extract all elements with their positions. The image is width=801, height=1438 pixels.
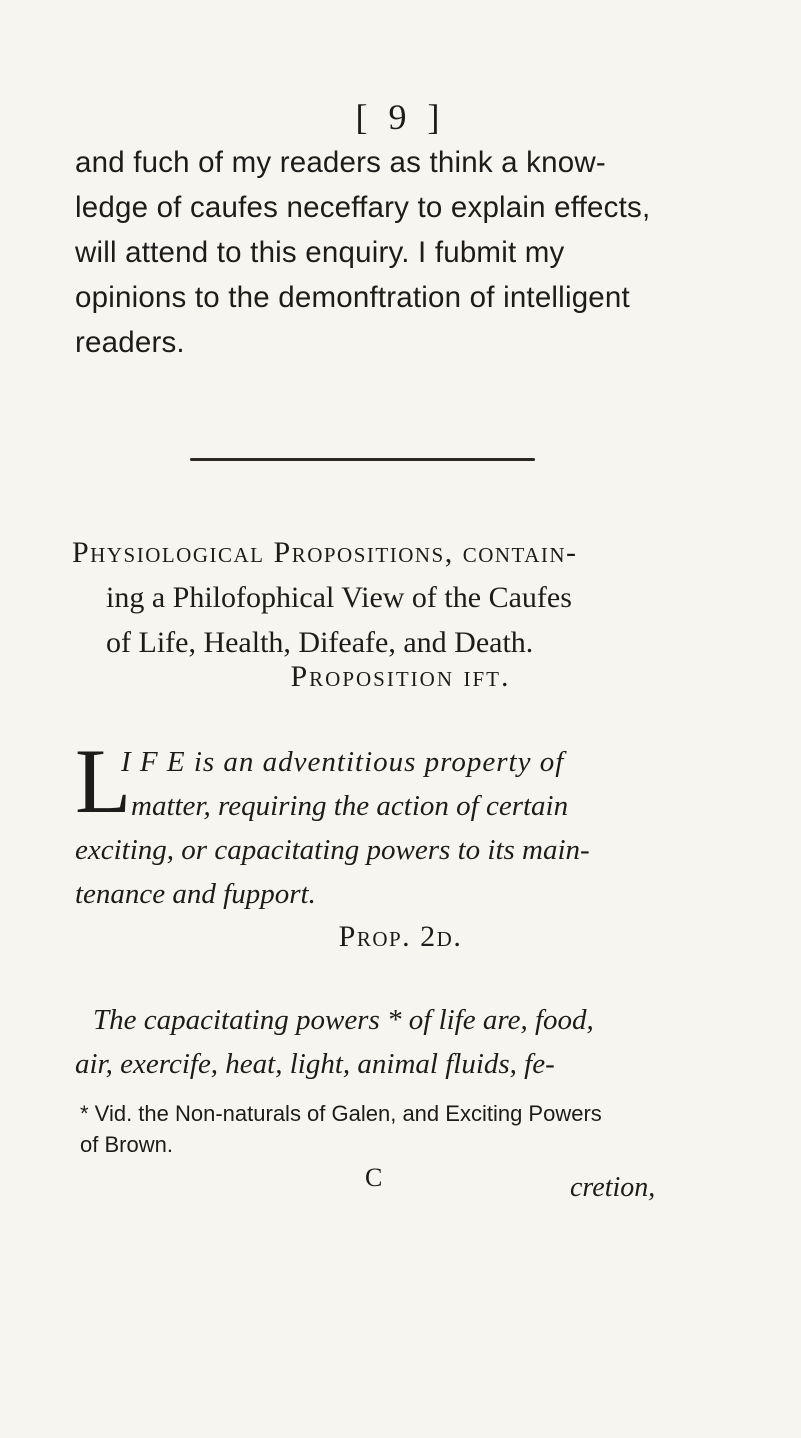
proposition-2-heading: Prop. 2d. bbox=[338, 920, 463, 953]
footnote-line: of Brown. bbox=[80, 1132, 173, 1157]
footnote-line: * Vid. the Non-naturals of Galen, and Exciting Powers bbox=[80, 1101, 602, 1126]
text-line: The capacitating powers * of life are, food, bbox=[93, 1004, 594, 1036]
text-line: readers. bbox=[75, 326, 185, 359]
proposition-1-heading: Proposition ift. bbox=[290, 660, 511, 693]
text-line: tenance and fupport. bbox=[75, 878, 316, 910]
proposition-2-text bbox=[75, 998, 693, 1086]
text-line: opinions to the demonftration of intelligent bbox=[75, 281, 630, 314]
text-line: ledge of caufes neceffary to explain effects, bbox=[75, 191, 651, 224]
signature-mark: C bbox=[365, 1163, 383, 1192]
drop-cap: L bbox=[75, 730, 132, 832]
text-line: and fuch of my readers as think a know- bbox=[75, 146, 606, 179]
proposition-1-text bbox=[75, 730, 675, 916]
section-title-line: of Life, Health, Difeafe, and Death. bbox=[106, 626, 534, 659]
text-line: matter, requiring the action of certain bbox=[131, 790, 569, 822]
text-line: air, exercife, heat, light, animal fluids, fe- bbox=[75, 1048, 555, 1080]
text-line: exciting, or capacitating powers to its main- bbox=[75, 834, 590, 866]
footnote bbox=[80, 1098, 680, 1160]
section-title bbox=[72, 530, 672, 665]
intro-paragraph bbox=[75, 140, 660, 365]
section-title-line: ing a Philofophical View of the Caufes bbox=[106, 581, 572, 614]
text-line: I F E is an adventitious property of bbox=[121, 746, 565, 778]
page-number: [ 9 ] bbox=[355, 97, 446, 137]
catchword: cretion, bbox=[570, 1172, 656, 1203]
section-title-line: Physiological Propositions, contain- bbox=[72, 536, 578, 569]
section-divider bbox=[190, 458, 535, 461]
text-line: will attend to this enquiry. I fubmit my bbox=[75, 236, 565, 269]
